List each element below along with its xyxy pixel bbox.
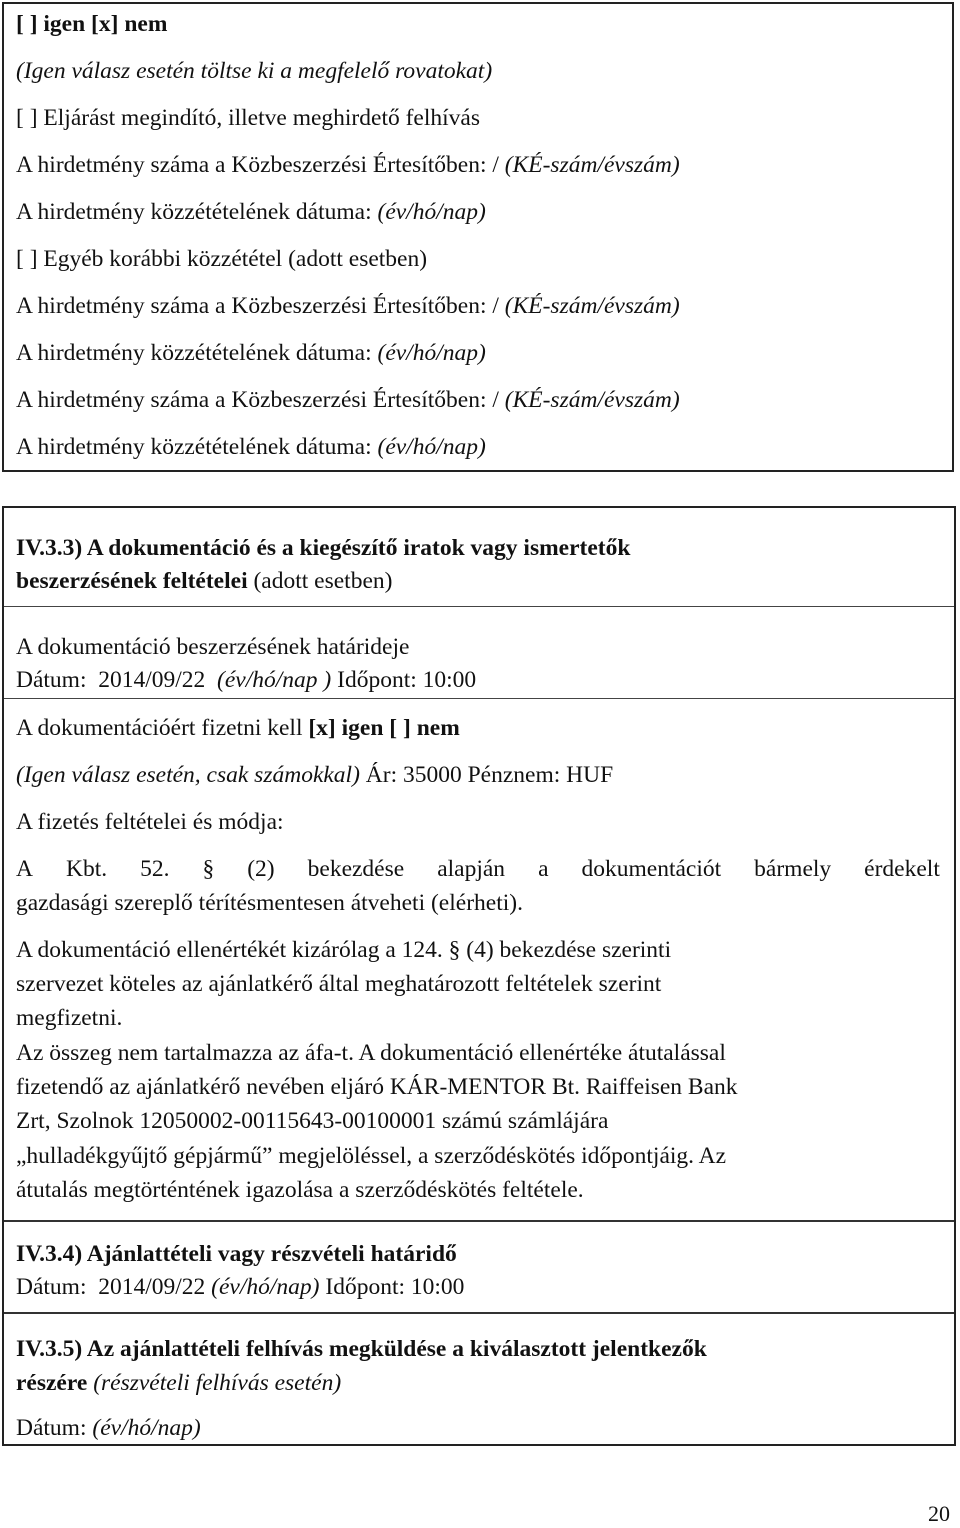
notice-number-format: (KÉ-szám/évszám) xyxy=(504,152,680,178)
payment-required-line xyxy=(16,713,460,743)
date-format: (év/hó/nap ) xyxy=(217,667,332,693)
paragraph-3-line-5 xyxy=(16,1175,584,1205)
date-value: Dátum: 2014/09/22 xyxy=(16,1274,212,1300)
paragraph-2-line-2 xyxy=(16,969,661,999)
notice-date-label: A hirdetmény közzétételének dátuma: xyxy=(16,199,378,225)
word: (2) xyxy=(247,856,275,882)
section-433-heading xyxy=(16,533,630,563)
word: § xyxy=(202,856,215,882)
section-433-heading-cont xyxy=(16,566,392,596)
instruction-text: (Igen válasz esetén töltse ki a megfelelő rovatokat) xyxy=(16,58,493,84)
paragraph-text: „hulladékgyűjtő gépjármű” megjelöléssel, a szerződéskötés időpontjáig. Az xyxy=(16,1143,727,1169)
section-435-date-line xyxy=(16,1413,201,1443)
publication-box xyxy=(2,2,954,472)
notice-number-format: (KÉ-szám/évszám) xyxy=(504,293,680,319)
paragraph-2-line-3 xyxy=(16,1003,122,1033)
divider xyxy=(4,606,954,607)
page-number: 20 xyxy=(928,1501,950,1526)
price-value: Ár: 35000 Pénznem: HUF xyxy=(359,762,614,788)
notice-date-format: (év/hó/nap) xyxy=(377,434,486,460)
paragraph-3-line-1 xyxy=(16,1038,726,1068)
date-format: (év/hó/nap) xyxy=(211,1274,320,1300)
word: a xyxy=(538,856,549,882)
notice-number-label: A hirdetmény száma a Közbeszerzési Értesítőben: / xyxy=(16,152,505,178)
section-434-date-line xyxy=(16,1272,464,1302)
notice-date-line-2 xyxy=(16,338,486,368)
paragraph-text: Zrt, Szolnok 12050002-00115643-00100001 számú számlájára xyxy=(16,1108,609,1134)
paragraph-text: A dokumentáció ellenértékét kizárólag a 124. § (4) bekezdése szerinti xyxy=(16,937,672,963)
deadline-text: A dokumentáció beszerzésének határideje xyxy=(16,634,410,660)
other-publication-text: [ ] Egyéb korábbi közzététel (adott esetben) xyxy=(16,246,428,272)
word: dokumentációt xyxy=(581,856,722,882)
notice-date-line-1 xyxy=(16,197,486,227)
paragraph-text: átutalás megtörténtének igazolása a szerződéskötés feltétele. xyxy=(16,1177,584,1203)
notice-number-format: (KÉ-szám/évszám) xyxy=(504,387,680,413)
date-format: (év/hó/nap) xyxy=(92,1415,201,1441)
notice-number-line-3 xyxy=(16,385,680,415)
word: 52. xyxy=(140,856,170,882)
deadline-label xyxy=(16,632,409,662)
word: érdekelt xyxy=(864,856,940,882)
yes-no-text: [ ] igen [x] nem xyxy=(16,11,168,37)
time-value: Időpont: 10:00 xyxy=(319,1274,465,1300)
notice-date-label: A hirdetmény közzétételének dátuma: xyxy=(16,434,378,460)
call-notice-option xyxy=(16,103,480,133)
word: bekezdése xyxy=(307,856,405,882)
word: Kbt. xyxy=(65,856,108,882)
paragraph-3-line-4 xyxy=(16,1141,726,1171)
section-434-title: IV.3.4) Ajánlattételi vagy részvételi határidő xyxy=(16,1241,457,1267)
date-label: Dátum: xyxy=(16,1415,93,1441)
paragraph-1-line-1 xyxy=(16,854,940,884)
notice-number-label: A hirdetmény száma a Közbeszerzési Értesítőben: / xyxy=(16,387,505,413)
payment-conditions-text: A fizetés feltételei és módja: xyxy=(16,809,284,835)
call-notice-text: [ ] Eljárást megindító, illetve meghirdető felhívás xyxy=(16,105,480,131)
paragraph-text: megfizetni. xyxy=(16,1005,123,1031)
documentation-box xyxy=(2,506,956,1446)
section-435-heading-cont xyxy=(16,1368,341,1398)
word: A xyxy=(16,856,33,882)
divider xyxy=(4,1220,954,1222)
notice-date-line-3 xyxy=(16,432,486,462)
instruction-note xyxy=(16,56,492,86)
paragraph-text: szervezet köteles az ajánlatkérő által meghatározott feltételek szerint xyxy=(16,971,662,997)
paragraph-2-line-1 xyxy=(16,935,671,965)
divider xyxy=(4,698,954,699)
notice-date-label: A hirdetmény közzétételének dátuma: xyxy=(16,340,378,366)
paragraph-3-line-2 xyxy=(16,1072,738,1102)
other-publication-option xyxy=(16,244,427,274)
section-433-qualifier: (adott esetben) xyxy=(247,568,393,594)
divider xyxy=(4,1312,954,1314)
notice-number-label: A hirdetmény száma a Közbeszerzési Értesítőben: / xyxy=(16,293,505,319)
notice-date-format: (év/hó/nap) xyxy=(377,340,486,366)
section-434-heading xyxy=(16,1239,457,1269)
notice-number-line-1 xyxy=(16,150,680,180)
date-value: Dátum: 2014/09/22 xyxy=(16,667,218,693)
yes-no-option xyxy=(16,9,167,39)
section-435-title: IV.3.5) Az ajánlattételi felhívás megküldése a kiválasztott jelentkezők xyxy=(16,1336,707,1362)
payment-choice: [x] igen [ ] nem xyxy=(308,715,460,741)
section-435-qualifier: (részvételi felhívás esetén) xyxy=(87,1370,342,1396)
paragraph-3-line-3 xyxy=(16,1106,608,1136)
section-435-heading xyxy=(16,1334,707,1364)
payment-conditions-label xyxy=(16,807,284,837)
notice-date-format: (év/hó/nap) xyxy=(377,199,486,225)
paragraph-text: fizetendő az ajánlatkérő nevében eljáró KÁR-MENTOR Bt. Raiffeisen Bank xyxy=(16,1074,738,1100)
section-435-title-cont: részére xyxy=(16,1370,88,1396)
paragraph-text: Az összeg nem tartalmazza az áfa-t. A dokumentáció ellenértéke átutalással xyxy=(16,1040,726,1066)
time-value: Időpont: 10:00 xyxy=(331,667,477,693)
price-note: (Igen válasz esetén, csak számokkal) xyxy=(16,762,360,788)
price-line xyxy=(16,760,613,790)
word: alapján xyxy=(437,856,506,882)
deadline-date-line xyxy=(16,665,476,695)
paragraph-1-line-2 xyxy=(16,888,523,918)
section-433-title: IV.3.3) A dokumentáció és a kiegészítő iratok vagy ismertetők xyxy=(16,535,631,561)
notice-number-line-2 xyxy=(16,291,680,321)
payment-label: A dokumentációért fizetni kell xyxy=(16,715,309,741)
word: bármely xyxy=(754,856,832,882)
section-433-title-cont: beszerzésének feltételei xyxy=(16,568,248,594)
paragraph-text: gazdasági szereplő térítésmentesen átveheti (elérheti). xyxy=(16,890,523,916)
